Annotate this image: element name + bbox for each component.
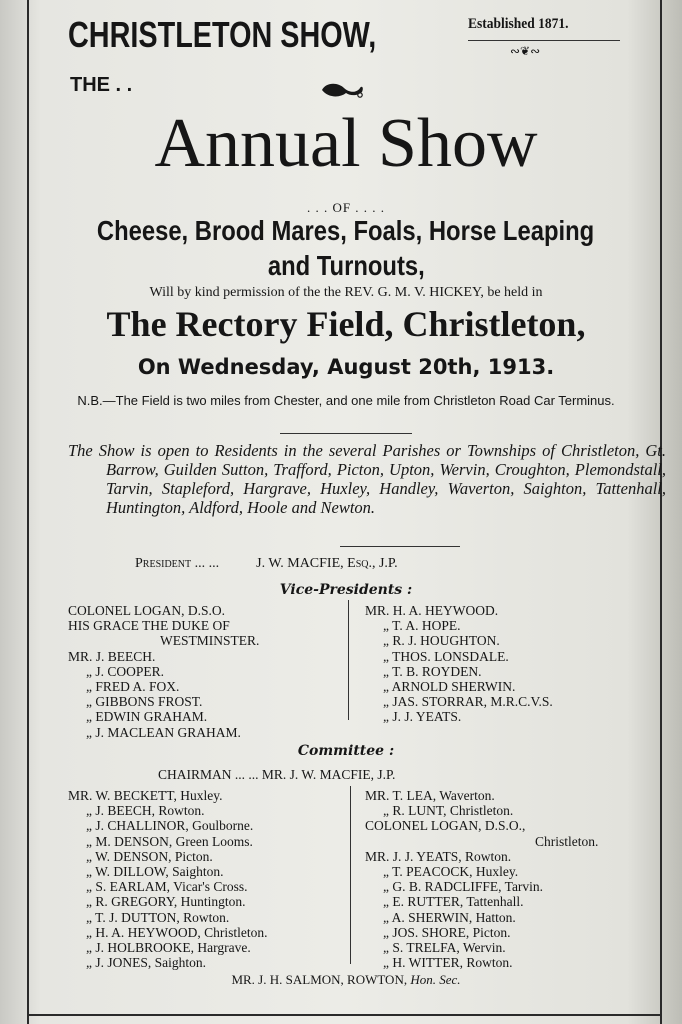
vice-presidents-left [68, 603, 259, 740]
of-connector: . . . OF . . . . [306, 200, 386, 215]
president-name: J. W. MACFIE, Esq., J.P. [256, 556, 398, 571]
name-entry: MR. J. BEECH. [68, 648, 156, 664]
name-entry: „ R. J. HOUGHTON. [383, 633, 500, 649]
name-entry: „ GIBBONS FROST. [86, 694, 203, 710]
name-entry: HIS GRACE THE DUKE OF [68, 618, 230, 634]
name-entry: „ JOS. SHORE, Picton. [383, 924, 511, 940]
name-entry: „ H. A. HEYWOOD, Christleton. [86, 924, 268, 940]
name-entry: „ THOS. LONSDALE. [383, 648, 509, 664]
name-entry: MR. J. J. YEATS, Rowton. [365, 848, 512, 864]
president-label: President ... ... [135, 556, 220, 571]
name-entry: „ S. TRELFA, Wervin. [383, 940, 506, 956]
name-entry: „ G. B. RADCLIFFE, Tarvin. [383, 879, 544, 895]
show-date: On Wednesday, August 20th, 1913. [137, 355, 555, 379]
vice-presidents-heading: Vice-Presidents : [279, 582, 413, 598]
categories-line-2: and Turnouts, [267, 250, 425, 281]
name-entry: MR. H. A. HEYWOOD. [365, 603, 499, 618]
scroll-ornament-icon [320, 80, 366, 100]
name-entry: „ J. BEECH, Rowton. [86, 803, 205, 819]
left-border-rule [27, 0, 29, 1024]
name-entry: „ J. CHALLINOR, Goulborne. [86, 818, 254, 834]
name-entry: „ FRED A. FOX. [86, 679, 180, 695]
nota-bene: N.B.—The Field is two miles from Chester, and one mile from Christleton Road Car Terminus. [77, 393, 615, 408]
name-entry: „ M. DENSON, Green Looms. [86, 833, 253, 849]
name-entry: „ T. PEACOCK, Huxley. [383, 864, 519, 880]
name-entry: „ E. RUTTER, Tattenhall. [383, 894, 524, 910]
residents-notice: The Show is open to Residents in the several Parishes or Townships of Christleton, Gt. Barrow, Guilden Sutton, Trafford, Picton, Upton, Wervin, Croughton, Plemondstall, Tarvin, Stapleford, Hargrave, Huxley, Handley, Waverton, Saighton, Tattenhall, Huntington, Aldford, Hoole and Newton. [68, 441, 666, 517]
column-divider-2 [350, 786, 351, 964]
name-entry: „ J. COOPER. [86, 663, 165, 679]
name-entry: „ JAS. STORRAR, M.R.C.V.S. [383, 694, 553, 710]
established-note: Established 1871. [468, 16, 569, 32]
secretary-name: MR. J. H. SALMON, ROWTON, [231, 972, 408, 987]
name-entry: „ W. DENSON, Picton. [86, 848, 213, 864]
name-entry: „ J. JONES, Saighton. [86, 955, 207, 971]
name-entry: „ T. J. DUTTON, Rowton. [86, 909, 230, 925]
chairman-line: CHAIRMAN ... ... MR. J. W. MACFIE, J.P. [158, 767, 396, 782]
secretary-line [40, 972, 652, 988]
committee-left [68, 788, 267, 970]
committee-heading: Committee : [297, 743, 395, 759]
name-entry: „ W. DILLOW, Saighton. [86, 864, 224, 880]
name-entry: „ J. HOLBROOKE, Hargrave. [86, 940, 251, 956]
name-entry: MR. W. BECKETT, Huxley. [68, 788, 223, 803]
show-poster [40, 0, 666, 1024]
committee-right [365, 788, 598, 970]
venue-heading: The Rectory Field, Christleton, [106, 304, 586, 344]
name-entry: „ A. SHERWIN, Hatton. [383, 909, 516, 925]
divider-rule [280, 433, 412, 434]
vice-presidents-right [365, 603, 553, 725]
name-entry: MR. T. LEA, Waverton. [365, 788, 495, 803]
established-underline [468, 40, 620, 41]
name-entry: „ S. EARLAM, Vicar's Cross. [86, 879, 248, 895]
name-entry: „ J. J. YEATS. [383, 709, 462, 725]
show-categories [40, 213, 652, 283]
flourish-ornament: ∾❦∾ [510, 44, 541, 58]
name-entry: „ EDWIN GRAHAM. [86, 709, 208, 725]
name-entry: COLONEL LOGAN, D.S.O., [365, 818, 526, 834]
name-entry: COLONEL LOGAN, D.S.O. [68, 603, 225, 618]
categories-line-1: Cheese, Brood Mares, Foals, Horse Leaping [97, 215, 595, 246]
name-entry: „ H. WITTER, Rowton. [383, 955, 513, 971]
secretary-title: Hon. Sec. [410, 972, 461, 987]
name-entry: Christleton. [535, 833, 599, 849]
name-entry: „ ARNOLD SHERWIN. [383, 679, 516, 695]
annual-show-heading: Annual Show [154, 105, 538, 182]
name-entry: „ T. A. HOPE. [383, 618, 461, 634]
name-entry: „ J. MACLEAN GRAHAM. [86, 724, 241, 740]
president-line [135, 556, 398, 572]
name-entry: „ R. LUNT, Christleton. [383, 803, 514, 819]
show-title: CHRISTLETON SHOW, [68, 14, 377, 55]
name-entry: „ T. B. ROYDEN. [383, 663, 482, 679]
permission-line: Will by kind permission of the the REV. G. M. V. HICKEY, be held in [149, 285, 543, 300]
name-entry: WESTMINSTER. [160, 633, 260, 649]
the-label: THE . . [70, 74, 133, 96]
column-divider [348, 600, 349, 720]
divider-rule-2 [340, 546, 460, 547]
name-entry: „ R. GREGORY, Huntington. [86, 894, 246, 910]
